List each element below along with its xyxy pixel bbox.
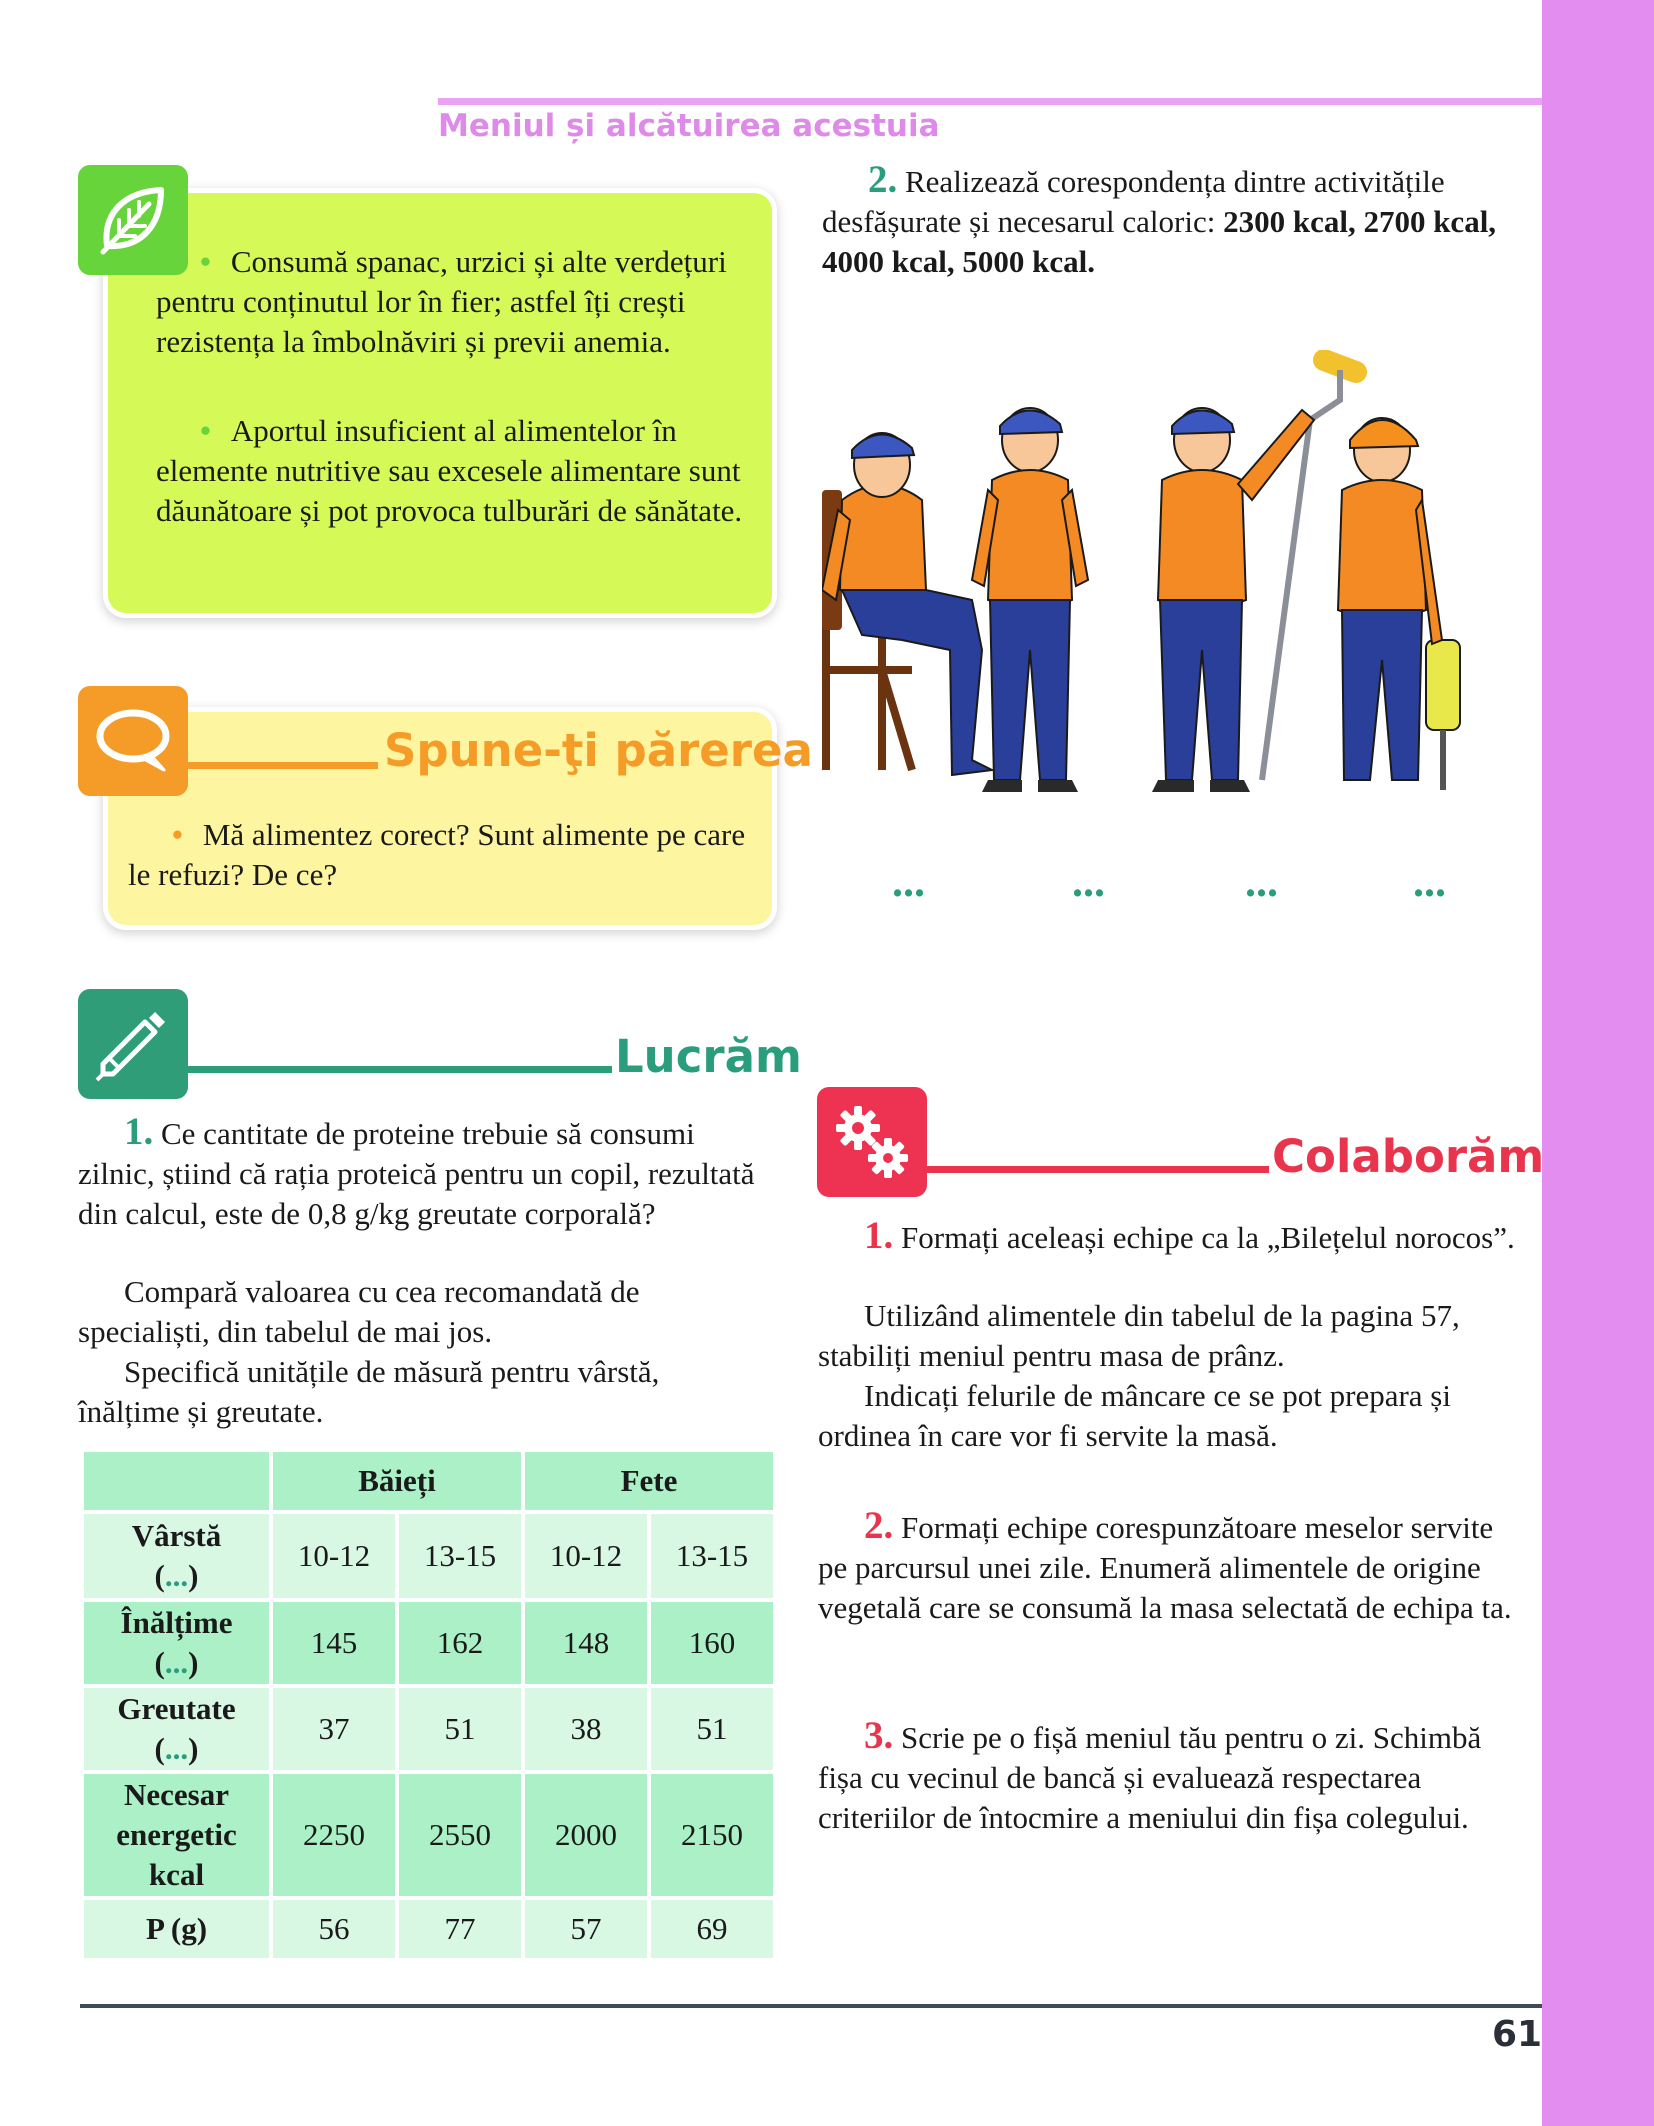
- opinion-title-rule: [188, 762, 378, 769]
- page-number: 61: [1492, 2014, 1543, 2055]
- speech-bubble-icon: [78, 686, 188, 796]
- table-cell: 69: [651, 1900, 773, 1958]
- header-rule: [438, 98, 1542, 105]
- tip-bullet-1: • Consumă spanac, urzici și alte verdețuri pentru conținutul lor în fier; astfel îți crești rezistența la îmbolnăviri și previi anemia.: [156, 244, 727, 359]
- header-girls: Fete: [525, 1452, 773, 1510]
- colaboram-title-rule: [927, 1166, 1269, 1173]
- table-row: [84, 1514, 773, 1598]
- blank-3: ...: [1245, 857, 1278, 906]
- table-cell: 162: [399, 1602, 521, 1684]
- collab-item-1-order: Indicați felurile de mâncare ce se pot prepara și ordinea în care vor fi servite la masă.: [818, 1378, 1451, 1453]
- table-cell: 77: [399, 1900, 521, 1958]
- collab-item-1: 1. Formați aceleași echipe ca la „Bilețelul norocos”.: [864, 1214, 1515, 1257]
- table-cell: 56: [273, 1900, 395, 1958]
- colaboram-title: Colaborăm: [1272, 1130, 1545, 1183]
- table-cell: 160: [651, 1602, 773, 1684]
- header-boys: Băieți: [273, 1452, 521, 1510]
- lucram-title-rule: [188, 1066, 612, 1073]
- row-label-weight: Greutate (...): [84, 1688, 269, 1770]
- table-cell: 148: [525, 1602, 647, 1684]
- collab-item-1-menu: Utilizând alimentele din tabelul de la pagina 57, stabiliți meniul pentru masa de prânz.: [818, 1298, 1460, 1373]
- table-cell: 57: [525, 1900, 647, 1958]
- tip-bullet-2: • Aportul insuficient al alimentelor în elemente nutritive sau excesele alimentare sunt dăunătoare și pot provoca tulburări de sănătate.: [156, 413, 743, 528]
- collab-item-2: 2. Formați echipe corespunzătoare meselor servite pe parcursul unei zile. Enumeră alimentele de origine vegetală care se consumă la masa selectată de echipa ta.: [818, 1504, 1512, 1625]
- sitting-worker: [822, 433, 992, 775]
- lucram-title: Lucrăm: [615, 1030, 802, 1083]
- workers-illustration: [822, 350, 1498, 810]
- table-cell: 2150: [651, 1774, 773, 1896]
- row-label-protein: P (g): [84, 1900, 269, 1958]
- table-header-row: [84, 1452, 773, 1510]
- opinion-bullet: • Mă alimentez corect? Sunt alimente pe care le refuzi? De ce?: [128, 817, 746, 892]
- exercise-2-text: 2. Realizează corespondența dintre activitățile desfășurate și necesarul caloric: 2300 kcal, 2700 kcal, 4000 kcal, 5000 kcal.: [822, 158, 1497, 279]
- table-cell: 2000: [525, 1774, 647, 1896]
- table-cell: 2550: [399, 1774, 521, 1896]
- blank-4: ...: [1413, 857, 1446, 906]
- row-label-height: Înălțime (...): [84, 1602, 269, 1684]
- standing-worker: [972, 408, 1088, 792]
- jackhammer-worker: [1338, 418, 1460, 790]
- gears-icon: [817, 1087, 927, 1197]
- table-cell: 145: [273, 1602, 395, 1684]
- table-row: [84, 1602, 773, 1684]
- collab-item-3: 3. Scrie pe o fișă meniul tău pentru o zi. Schimbă fișa cu vecinul de bancă și evaluează respectarea criteriilor de întocmire a meniului din fișa colegului.: [818, 1714, 1482, 1835]
- table-cell: 2250: [273, 1774, 395, 1896]
- table-cell: 38: [525, 1688, 647, 1770]
- blank-1: ...: [892, 857, 925, 906]
- nutrition-table: [80, 1448, 777, 1962]
- exercise-1-text: 1. Ce cantitate de proteine trebuie să consumi zilnic, știind că rația proteică pentru un copil, rezultată din calcul, este de 0,8 g/kg greutate corporală?: [78, 1110, 755, 1231]
- blank-2: ...: [1072, 857, 1105, 906]
- right-margin-band: [1542, 0, 1654, 2126]
- table-row: [84, 1900, 773, 1958]
- opinion-title: Spune-ţi părerea: [384, 724, 813, 777]
- table-cell: 13-15: [399, 1514, 521, 1598]
- table-cell: 37: [273, 1688, 395, 1770]
- exercise-1-compare: Compară valoarea cu cea recomandată de specialiști, din tabelul de mai jos.: [78, 1274, 640, 1349]
- row-label-energy: Necesar energetic kcal: [84, 1774, 269, 1896]
- pencil-icon: [78, 989, 188, 1099]
- table-cell: 10-12: [273, 1514, 395, 1598]
- table-cell: 10-12: [525, 1514, 647, 1598]
- row-label-age: Vârstă (...): [84, 1514, 269, 1598]
- chapter-title: Meniul și alcătuirea acestuia: [438, 108, 940, 144]
- table-corner-cell: [84, 1452, 269, 1510]
- footer-rule: [80, 2004, 1542, 2008]
- table-cell: 51: [651, 1688, 773, 1770]
- table-row: [84, 1774, 773, 1896]
- table-cell: 51: [399, 1688, 521, 1770]
- table-cell: 13-15: [651, 1514, 773, 1598]
- exercise-1-units: Specifică unitățile de măsură pentru vârstă, înălțime și greutate.: [78, 1354, 660, 1429]
- table-row: [84, 1688, 773, 1770]
- painter-worker: [1152, 360, 1356, 792]
